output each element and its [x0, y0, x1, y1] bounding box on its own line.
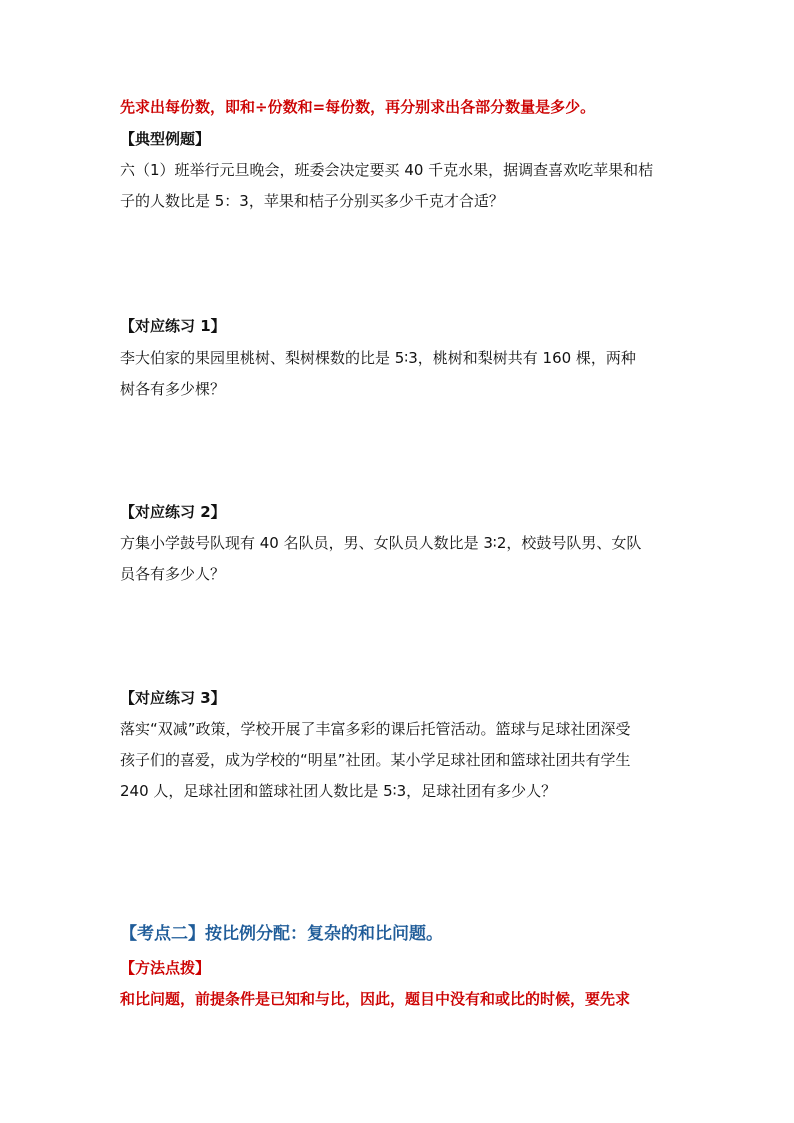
practice-1-text-line: 李大伯家的果园里桃树、梨树棵数的比是 5∶3，桃树和梨树共有 160 棵，两种: [120, 349, 636, 367]
practice-3-text-line: 孩子们的喜爱，成为学校的“明星”社团。某小学足球社团和篮球社团共有学生: [120, 751, 631, 769]
section-2-title: 【考点二】按比例分配：复杂的和比问题。: [120, 924, 443, 944]
example-heading: 【典型例题】: [120, 130, 211, 148]
practice-2-heading: 【对应练习 2】: [120, 503, 226, 521]
practice-2-text-line: 方集小学鼓号队现有 40 名队员，男、女队员人数比是 3∶2，校鼓号队男、女队: [120, 534, 642, 552]
section-2-method-heading: 【方法点拨】: [120, 959, 211, 977]
method-summary-text: 先求出每份数，即和÷份数和=每份数，再分别求出各部分数量是多少。: [120, 98, 596, 116]
example-text-line: 子的人数比是 5：3，苹果和桔子分别买多少千克才合适？: [120, 192, 504, 210]
practice-3-text-line: 落实“双减”政策，学校开展了丰富多彩的课后托管活动。篮球与足球社团深受: [120, 720, 631, 738]
practice-2-text-line: 员各有多少人？: [120, 565, 226, 583]
practice-3-text-line: 240 人，足球社团和篮球社团人数比是 5∶3，足球社团有多少人？: [120, 782, 557, 800]
section-2-method-text: 和比问题，前提条件是已知和与比，因此，题目中没有和或比的时候，要先求: [120, 990, 631, 1008]
practice-1-heading: 【对应练习 1】: [120, 317, 226, 335]
practice-3-heading: 【对应练习 3】: [120, 689, 226, 707]
practice-1-text-line: 树各有多少棵？: [120, 380, 226, 398]
example-text-line: 六（1）班举行元旦晚会，班委会决定要买 40 千克水果，据调查喜欢吃苹果和桔: [120, 161, 654, 179]
